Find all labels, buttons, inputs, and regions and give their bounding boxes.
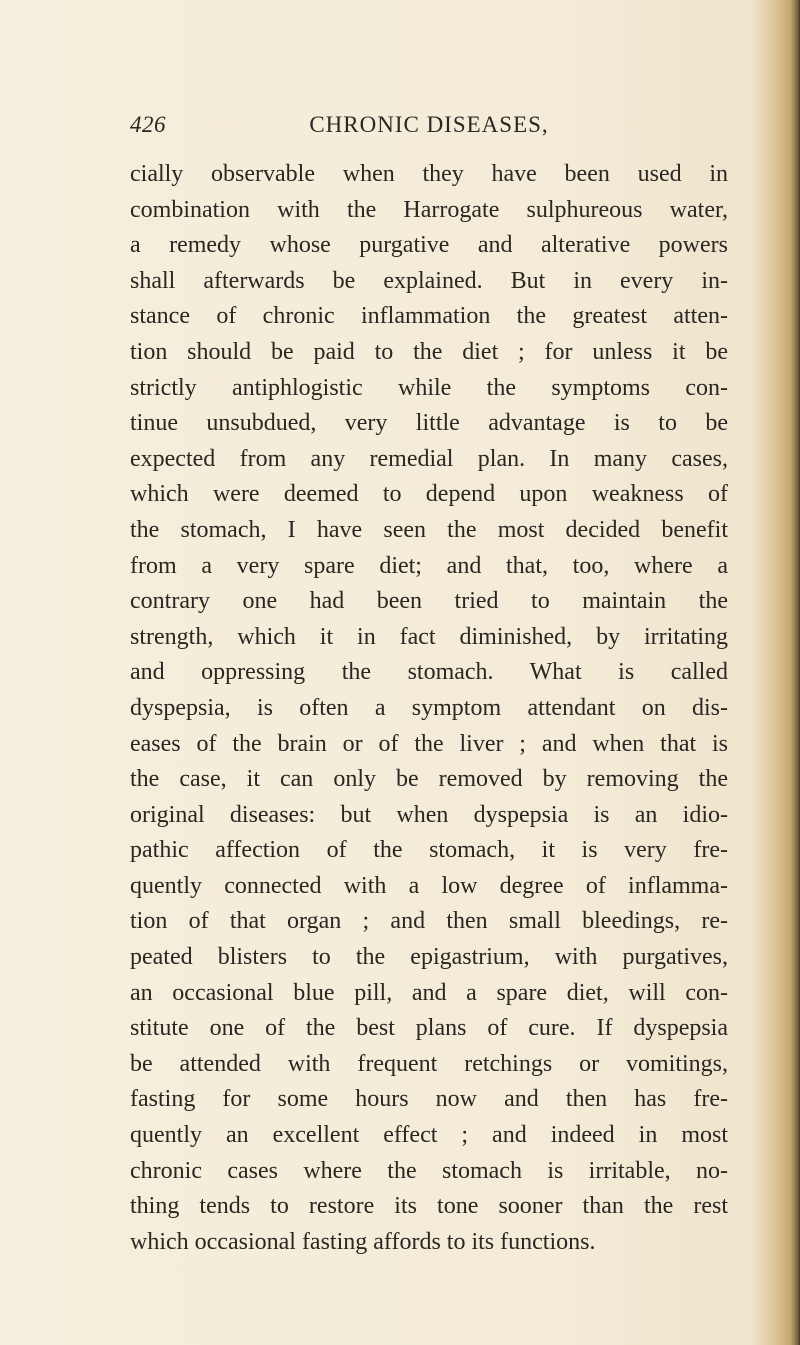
text-line: an occasional blue pill, and a spare diet, will con- bbox=[130, 979, 728, 1006]
text-line: from a very spare diet; and that, too, where a bbox=[130, 552, 728, 579]
text-line: tion of that organ ; and then small bleedings, re- bbox=[130, 908, 728, 935]
text-line: expected from any remedial plan. In many cases, bbox=[130, 445, 728, 472]
text-line: peated blisters to the epigastrium, with purgatives, bbox=[130, 944, 728, 971]
running-head: CHRONIC DISEASES, bbox=[309, 112, 549, 137]
text-line: cially observable when they have been used in bbox=[130, 161, 728, 187]
text-line: quently connected with a low degree of inflamma- bbox=[130, 872, 728, 899]
text-line: shall afterwards be explained. But in every in- bbox=[130, 267, 728, 294]
text-line: tion should be paid to the diet ; for unless it be bbox=[130, 338, 728, 365]
page-header bbox=[130, 112, 728, 144]
text-line: eases of the brain or of the liver ; and when that is bbox=[130, 730, 728, 757]
page-edge-shadow bbox=[752, 0, 800, 1345]
text-line: combination with the Harrogate sulphureous water, bbox=[130, 196, 728, 223]
text-line: the stomach, I have seen the most decided benefit bbox=[130, 516, 728, 543]
text-line: be attended with frequent retchings or vomitings, bbox=[130, 1050, 728, 1077]
text-line: chronic cases where the stomach is irritable, no- bbox=[130, 1157, 728, 1184]
text-line: which were deemed to depend upon weakness of bbox=[130, 481, 728, 508]
text-line: stance of chronic inflammation the greatest atten- bbox=[130, 303, 728, 330]
text-line: tinue unsubdued, very little advantage is to be bbox=[130, 410, 728, 437]
body-text bbox=[130, 157, 728, 1260]
text-line: and oppressing the stomach. What is called bbox=[130, 659, 728, 686]
text-line: strictly antiphlogistic while the symptoms con- bbox=[130, 374, 728, 401]
text-line: fasting for some hours now and then has fre- bbox=[130, 1086, 728, 1113]
text-line: strength, which it in fact diminished, by irritating bbox=[130, 623, 728, 650]
text-line: a remedy whose purgative and alterative powers bbox=[130, 232, 728, 259]
text-line: thing tends to restore its tone sooner than the rest bbox=[130, 1193, 728, 1220]
text-line: original diseases: but when dyspepsia is an idio- bbox=[130, 801, 728, 828]
text-line: quently an excellent effect ; and indeed in most bbox=[130, 1122, 728, 1149]
text-line: dyspepsia, is often a symptom attendant on dis- bbox=[130, 694, 728, 721]
page-number: 426 bbox=[130, 112, 166, 137]
text-line: stitute one of the best plans of cure. If dyspepsia bbox=[130, 1015, 728, 1042]
text-line: contrary one had been tried to maintain the bbox=[130, 588, 728, 615]
text-line: pathic affection of the stomach, it is very fre- bbox=[130, 837, 728, 864]
text-line: the case, it can only be removed by removing the bbox=[130, 766, 728, 793]
text-line: which occasional fasting affords to its functions. bbox=[130, 1228, 596, 1255]
